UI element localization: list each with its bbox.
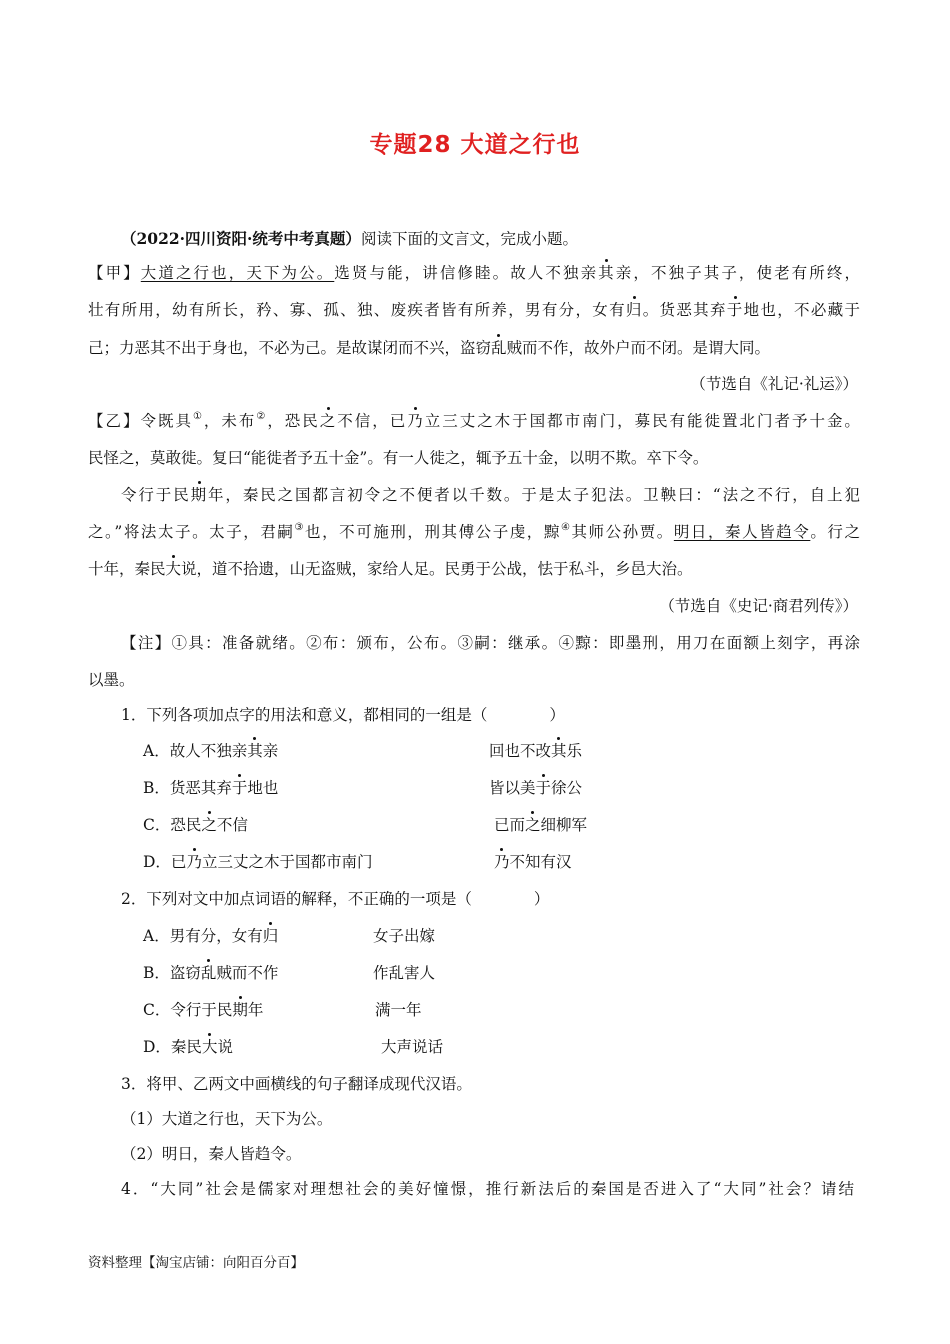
text: 令行于民 [121,486,191,504]
note-line-1: 【注】①具：准备就绪。②布：颁布，公布。③嗣：继承。④黥：即墨刑，用刀在面额上刻字，再涂 [121,634,860,652]
dotted-char: 之 [525,816,541,834]
jia-source: （节选自《礼记·礼运》） [690,375,858,393]
text: 年，秦民之国都言初令之不便者以千数。于是太子犯法。卫鞅曰：“法之不行，自上犯 [208,486,860,504]
text: 徐公 [551,779,583,797]
text: D．已 [143,853,187,871]
dotted-char: 归 [625,301,643,319]
text: 不信 [216,816,248,834]
text: 回也不改 [489,742,552,760]
text: 说，道不拾遗，山无盗贼，家给人足。民勇于公战，怯于私斗，乡邑大治。 [181,560,693,578]
dotted-char: 乱 [200,964,217,982]
text: 贼而不作，故外户而不闭。是谓大同。 [506,339,771,357]
yi-line-5 [88,559,693,579]
dotted-char: 乃 [407,412,425,430]
jia-line-2 [88,300,860,320]
text: 年 [247,1001,264,1019]
text: 已而 [494,816,526,834]
text: 。货恶其弃 [642,301,727,319]
text: 己；力恶其不出于身也，不必为己。是故谋闭而不兴，盗窃 [88,339,492,357]
dotted-char: 归 [262,927,279,945]
dotted-char: 之 [201,816,217,834]
note-marker: ③ [294,522,306,533]
jia-line-1 [88,263,860,283]
q3-sub-1: （1）大道之行也，天下为公。 [121,1110,333,1128]
q3-sub-2: （2）明日，秦人皆趋令。 [121,1145,302,1163]
text: 壮有所用，幼有所长，矜、寡、孤、独、废疾者皆有所养，男有分，女有 [88,301,626,319]
dotted-char: 于 [535,779,552,797]
note-marker: ① [192,411,204,422]
text: 立三丈之木于国都市南门，募民有能徙置北门者予十金。 [424,412,860,430]
q4-stem: 4．“大同”社会是儒家对理想社会的美好憧憬，推行新法后的秦国是否进入了“大同”社会？请结 [121,1180,854,1198]
text: 之。”将法太子。太子，君嗣 [88,523,295,541]
text: A．故人不独亲 [143,742,248,760]
intro-line [121,229,578,249]
text: C．恐民 [143,816,202,834]
text: D．秦民 [143,1038,202,1056]
text: 亲 [262,742,279,760]
jia-line-3 [88,338,770,358]
yi-source: （节选自《史记·商君列传》） [659,597,858,615]
dotted-char: 其 [551,742,567,760]
text: 大声说话 [381,1038,444,1056]
instruction: 阅读下面的文言文，完成小题。 [360,230,578,248]
text: 其师公孙贾。 [571,523,674,541]
dotted-char: 于 [726,301,744,319]
footer-note: 资料整理【淘宝店铺：向阳百分百】 [88,1255,304,1271]
text: B．盗窃 [143,964,201,982]
yi-line-1 [88,411,860,434]
text: 也，不可施刑，刑其傅公子虔，黥 [305,523,561,541]
dotted-char: 其 [598,264,616,282]
yi-label: 【乙】 [88,412,141,430]
jia-underlined-sentence: 大道之行也，天下为公。 [140,264,335,282]
text: 地也 [247,779,279,797]
text: 选贤与能，讲信修睦。故人不独亲 [334,264,599,282]
text: 作乱害人 [373,964,436,982]
text: 不知有汉 [509,853,572,871]
yi-line-2: 民怪之，莫敢徙。复曰“能徙者予五十金”。有一人徙之，辄予五十金，以明不欺。卒下令。 [88,449,709,467]
dotted-char: 其 [247,742,263,760]
text: 。行之 [810,523,860,541]
text: 皆以美 [489,779,536,797]
yi-underlined-sentence: 明日，秦人皆趋令 [673,523,811,541]
text: 不信，已 [337,412,408,430]
note-marker: ④ [560,522,572,533]
q2-stem: 2．下列对文中加点词语的解释，不正确的一项是（ ） [121,890,550,908]
dotted-char: 大 [201,1038,218,1056]
text: B．货恶其弃 [143,779,232,797]
dotted-char: 乃 [186,853,202,871]
text: 十年，秦民 [88,560,166,578]
dotted-char: 期 [232,1001,248,1019]
text: 贼而不作 [216,964,279,982]
text: ，未布 [203,412,257,430]
text: ，恐民 [267,412,320,430]
text: 细柳军 [540,816,588,834]
q3-stem: 3．将甲、乙两文中画横线的句子翻译成现代汉语。 [121,1075,472,1093]
yi-line-3 [121,485,860,505]
q1-stem: 1．下列各项加点字的用法和意义，都相同的一组是（ ） [121,706,565,724]
note-line-2: 以墨。 [88,671,135,689]
dotted-char: 乱 [491,339,507,357]
text: 说 [217,1038,233,1056]
text: 女子出嫁 [373,927,436,945]
dotted-char: 乃 [494,853,510,871]
text: 乐 [566,742,583,760]
dotted-char: 于 [231,779,248,797]
page-title: 专题28 大道之行也 [369,132,581,158]
yi-line-4 [88,522,860,545]
text: 立三丈之木于国都市南门 [201,853,373,871]
text: A．男有分，女有 [143,927,263,945]
text: 满一年 [375,1001,422,1019]
dotted-char: 之 [319,412,338,430]
text: C．令行于民 [143,1001,233,1019]
jia-label: 【甲】 [88,264,141,282]
dotted-char: 大 [165,560,182,578]
text: 令既具 [140,412,193,430]
question-source: （2022·四川资阳·统考中考真题） [121,229,361,248]
dotted-char: 期 [190,486,209,504]
text: 地也，不必藏于 [743,301,860,319]
text: 亲，不独子其子，使老有所终， [615,264,860,282]
note-marker: ② [256,411,268,422]
